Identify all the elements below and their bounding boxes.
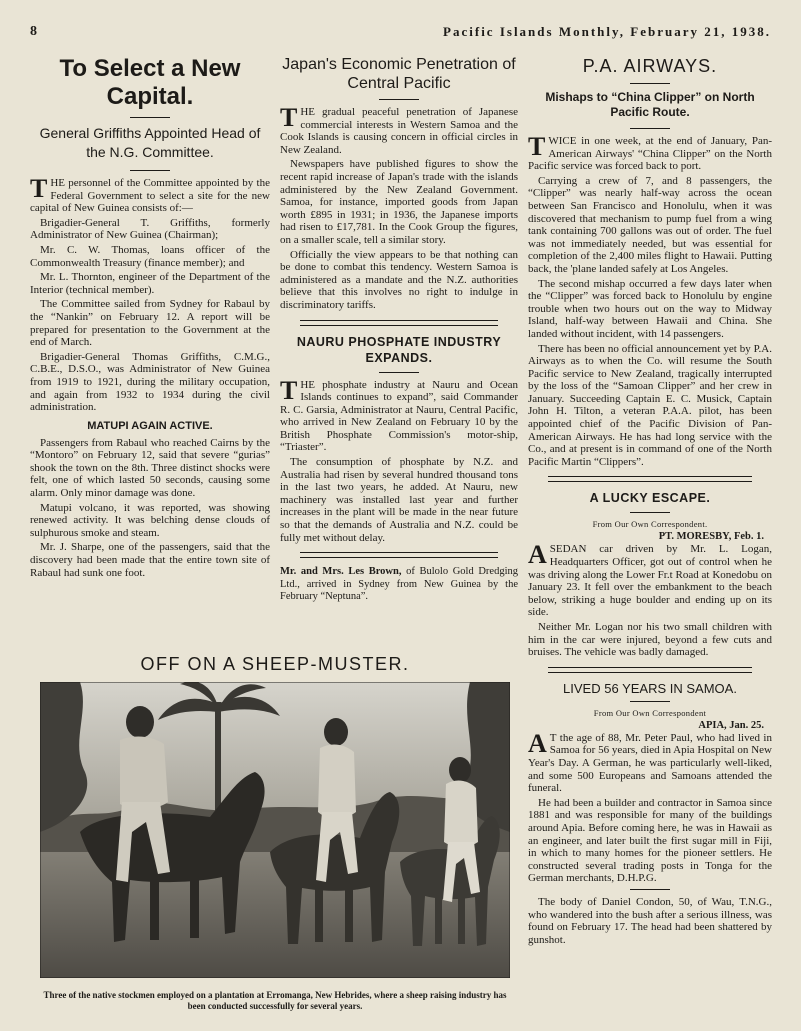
divider-rule [379, 372, 419, 373]
drop-cap: T [30, 174, 48, 203]
paragraph: THE phosphate industry at Nauru and Ocean Islands continues to expand”, said Commander R. C. Garsia, Administrator at Nauru, Central Pacific, who arrived in New Zealand on February 10 by the British Phosphate Commission's motor-ship, “Triaster”. [280, 375, 518, 454]
divider-rule [630, 128, 670, 129]
paragraph: Matupi volcano, it was reported, was showing renewed activity. It was belching dense clouds of sulphurous smoke and steam. [30, 501, 270, 539]
paragraph: There has been no official announcement yet by P.A. Airways as to when the Co. will resume the South Pacific service to New Zealand, tragically interrupted by the loss of the “Samoan Clipper” and her crew in January. Succeeding Captain E. C. Musick, Captain John H. Tilton, a veteran P.A.A. pilot, has been appointed chief of the Pacific Division of Pan-American Airways. He has had long service with the Co., and at present is in command of one of the North Pacific Martin “Clippers”. [528, 342, 772, 468]
article-subtitle-new-capital: General Griffiths Appointed Head of the N.G. Committee. [39, 125, 261, 160]
notice-les-brown: Mr. and Mrs. Les Brown, of Bulolo Gold Dredging Ltd., arrived in Sydney from New Guinea by the February “Neptuna”. [280, 566, 518, 603]
photo-heading: OFF ON A SHEEP-MUSTER. [140, 654, 410, 674]
paragraph: The second mishap occurred a few days later when the “Clipper” was forced back to Honolulu by engine trouble when two hours out on the way to Midway Island, half-way between Hawaii and China. She landed without incident, with 14 passengers. [528, 277, 772, 340]
double-rule [300, 552, 498, 558]
drop-cap: A [528, 540, 547, 570]
divider-rule [630, 889, 670, 890]
divider-rule [630, 701, 670, 702]
divider-rule [130, 170, 170, 171]
column-1 [30, 55, 270, 581]
section-title-matupi: MATUPI AGAIN ACTIVE. [87, 419, 213, 432]
paragraph: Mr. J. Sharpe, one of the passengers, said that the discovery had been made that the entire town site of Rabaul had sunk one foot. [30, 541, 270, 579]
column-3 [528, 55, 772, 948]
column-2 [280, 55, 518, 604]
paragraph: He had been a builder and contractor in Samoa since 1881 and was responsible for many of the buildings around Apia. Before coming here, he was in Hawaii as an engineer, and later built the first sugar mill in Fiji, in which to many homes for the pioneer settlers. He constructed several trading posts in Tonga for the German merchants, D.H.P.G. [528, 796, 772, 885]
article-subtitle-pa-airways: Mishaps to “China Clipper” on North Pacific Route. [545, 90, 755, 119]
drop-cap: T [280, 375, 298, 405]
divider-rule [630, 512, 670, 513]
double-rule [300, 320, 498, 326]
double-rule [548, 476, 752, 482]
paragraph: TWICE in one week, at the end of January, Pan-American Airways' “China Clipper” on the North Pacific service was forced back to port. [528, 132, 772, 173]
drop-cap: T [280, 103, 298, 132]
divider-rule [130, 117, 170, 118]
drop-cap: T [528, 132, 546, 161]
dateline: PT. MORESBY, Feb. 1. [658, 531, 764, 543]
section-title-lived-56-years: LIVED 56 YEARS IN SAMOA. [563, 680, 737, 696]
paragraph: Carrying a crew of 7, and 8 passengers, the “Clipper” was nearly half-way across the ocean between San Francisco and Honolulu, when it was discovered that mechanism to pump fuel from a wing tank containing 700 gallons was out of order. The fuel was not immediately needed, but was essential for completion of the 2,400 miles flight to Hawaii. Putting back, the 'plane landed safely at Los Angeles. [528, 174, 772, 275]
article-title-japan: Japan's Economic Penetration of Central Pacific [282, 56, 516, 92]
page-number: 8 [30, 24, 37, 39]
running-title: Pacific Islands Monthly, February 21, 1938. [443, 24, 771, 39]
paragraph: A T the age of 88, Mr. Peter Paul, who had lived in Samoa for 56 years, died in Apia Hospital on New Year's Day. A German, he was particularly well-liked, and some 500 Europeans and Samoans attended the funeral. [528, 728, 772, 795]
paragraph: THE gradual peaceful penetration of Japanese commercial interests in Western Samoa and the Cook Islands is causing concern in official circles in New Zealand. [280, 103, 518, 156]
paragraph: Mr. C. W. Thomas, loans officer of the Commonwealth Treasury (finance member); and [30, 243, 270, 269]
paragraph: Brigadier-General T. Griffiths, formerly Administrator of New Guinea (Chairman); [30, 216, 270, 242]
paragraph: The Committee sailed from Sydney for Rabaul by the “Nankin” on February 12. A report will be prepared for presentation to the Government at the end of March. [30, 298, 270, 349]
divider-rule [379, 99, 419, 100]
sheep-muster-photo [40, 682, 510, 978]
byline: From Our Own Correspondent [593, 707, 707, 718]
paragraph: Officially the view appears to be that nothing can be done to combat this tendency. Western Samoa is administered as a mandate and the N.Z. authorities believe that this involves no right to indulge in discriminatory tariffs. [280, 248, 518, 311]
double-rule [548, 667, 752, 673]
paragraph: Neither Mr. Logan nor his two small children with him in the car were injured, beyond a few cuts and bruises. The vehicle was badly damaged. [528, 621, 772, 659]
divider-rule [630, 83, 670, 84]
byline: From Our Own Correspondent. [592, 519, 708, 530]
paragraph: Newspapers have published figures to show the recent rapid increase of Japan's trade with the islands administered by the New Zealand Government. Samoa, for instance, imported goods from Japan worth £895 in 1931; in 1936, the Japanese imports had risen to £17,781. In the Cook Group the figures, on a smaller scale, tell a similar story. [280, 158, 518, 246]
paragraph: THE personnel of the Committee appointed by the Federal Government to select a site for the new capital of New Guinea consists of:— [30, 174, 270, 215]
photo-caption: Three of the native stockmen employed on a plantation at Erromanga, New Hebrides, where a sheep raising industry has been conducted successfully for several years. [43, 990, 507, 1011]
page-header [0, 0, 801, 50]
paragraph: ASEDAN car driven by Mr. L. Logan, Headquarters Officer, got out of control when he was driving along the Lower Fr.t Road at Konedobu on January 23. It fell over the embankment to the beach below, striking a huge boulder and ending up on its side. [528, 540, 772, 619]
paragraph: The consumption of phosphate by N.Z. and Australia had risen by several hundred thousand tons in the last two years, he added. At Nauru, new machinery was installed last year and further increases in the plant will be made in the near future so that the demands of Australia and N.Z. could be fully met without delay. [280, 456, 518, 544]
paragraph: The body of Daniel Condon, 50, of Wau, T.N.G., who wandered into the bush after a serious illness, was found on February 17. The head had been shattered by gunshot. [528, 895, 772, 946]
paragraph: Passengers from Rabaul who reached Cairns by the “Montoro” on February 12, said that severe “gurias” shook the town on the 8th. Three distinct shocks were felt, one of which lasted 50 seconds, causing some alarm. Only minor damage was done. [30, 436, 270, 500]
section-title-lucky-escape: A LUCKY ESCAPE. [589, 491, 711, 506]
drop-cap: A [528, 728, 547, 758]
paragraph: Mr. L. Thornton, engineer of the Department of the Interior (technical member). [30, 271, 270, 296]
article-title-new-capital: To Select a New Capital. [59, 55, 241, 110]
article-title-pa-airways: P.A. AIRWAYS. [582, 56, 718, 76]
dateline: APIA, Jan. 25. [698, 719, 764, 731]
section-title-nauru: NAURU PHOSPHATE INDUSTRY EXPANDS. [296, 334, 502, 365]
paragraph: Brigadier-General Thomas Griffiths, C.M.G., C.B.E., D.S.O., was Administrator of New Guinea from 1919 to 1921, during the military occupation, and again from 1932 to 1934 during the civil administration. [30, 350, 270, 414]
